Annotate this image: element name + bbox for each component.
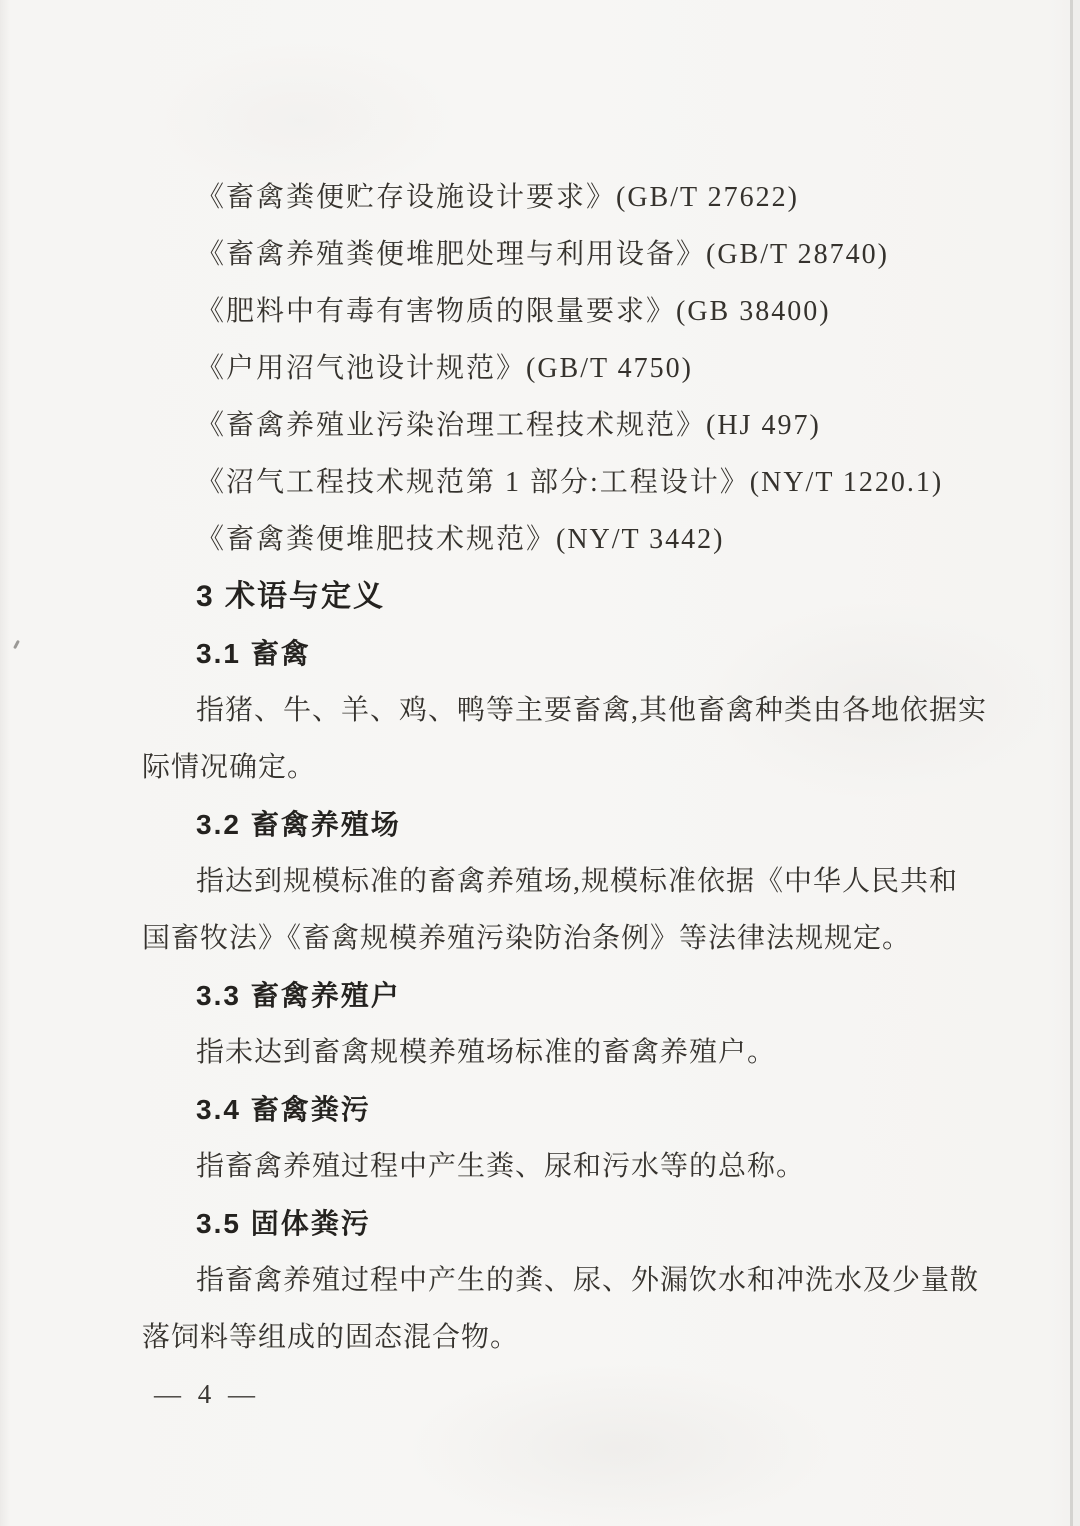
definition-line: 指猪、牛、羊、鸡、鸭等主要畜禽,其他畜禽种类由各地依据实	[196, 695, 988, 726]
term-heading: 3.2 畜禽养殖场	[196, 809, 401, 840]
reference-line: 《肥料中有毒有害物质的限量要求》(GB 38400)	[196, 296, 831, 327]
reference-line: 《畜禽养殖粪便堆肥处理与利用设备》(GB/T 28740)	[196, 239, 889, 270]
scan-speck	[13, 640, 20, 649]
definition-line: 指达到规模标准的畜禽养殖场,规模标准依据《中华人民共和	[196, 866, 959, 897]
page-number: — 4 —	[154, 1379, 260, 1409]
reference-line: 《畜禽养殖业污染治理工程技术规范》(HJ 497)	[196, 410, 821, 441]
reference-line: 《畜禽粪便贮存设施设计要求》(GB/T 27622)	[196, 182, 799, 213]
definition-line: 际情况确定。	[142, 752, 317, 783]
reference-line: 《畜禽粪便堆肥技术规范》(NY/T 3442)	[196, 524, 725, 555]
term-heading: 3.3 畜禽养殖户	[196, 980, 401, 1011]
definition-line: 指畜禽养殖过程中产生粪、尿和污水等的总称。	[196, 1151, 806, 1182]
term-heading: 3.4 畜禽粪污	[196, 1094, 371, 1125]
definition-line: 国畜牧法》《畜禽规模养殖污染防治条例》等法律法规规定。	[142, 923, 912, 954]
reference-line: 《户用沼气池设计规范》(GB/T 4750)	[196, 353, 693, 384]
term-heading: 3.5 固体粪污	[196, 1208, 371, 1239]
scan-edge-strip	[1073, 0, 1080, 1526]
term-heading: 3.1 畜禽	[196, 638, 311, 669]
definition-line: 指畜禽养殖过程中产生的粪、尿、外漏饮水和冲洗水及少量散	[196, 1265, 980, 1296]
text-block	[142, 169, 988, 1423]
definition-line: 落饲料等组成的固态混合物。	[142, 1322, 520, 1353]
reference-line: 《沼气工程技术规范第 1 部分:工程设计》(NY/T 1220.1)	[196, 467, 944, 498]
section-heading: 3 术语与定义	[196, 580, 386, 613]
definition-line: 指未达到畜禽规模养殖场标准的畜禽养殖户。	[196, 1037, 777, 1068]
